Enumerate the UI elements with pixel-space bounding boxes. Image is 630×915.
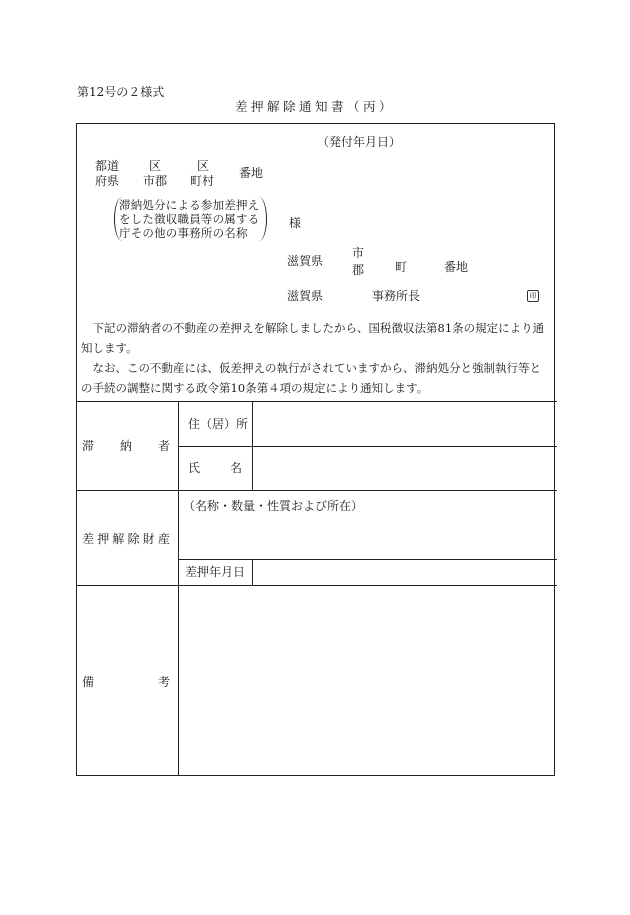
address-label: 住（居）所 bbox=[188, 417, 249, 431]
office-name-line-3: 庁その他の事務所の名称 bbox=[119, 226, 248, 240]
label-char: 押 bbox=[97, 532, 110, 546]
addressee-prefecture-top: 都道 bbox=[95, 159, 120, 173]
form-number: 第12号の２様式 bbox=[77, 85, 165, 99]
name-field[interactable] bbox=[253, 447, 555, 489]
addressee-prefecture-bottom: 府県 bbox=[95, 174, 120, 188]
seal-mark: 印 bbox=[527, 290, 539, 302]
rule-delinquent-bottom bbox=[76, 490, 557, 491]
notice-paragraph-1: 下記の滞納者の不動産の差押えを解除しましたから、国税徴収法第81条の規定により通知します。 bbox=[81, 321, 545, 355]
seizure-date-label: 差押年月日 bbox=[185, 565, 246, 579]
sender-lot: 番地 bbox=[444, 260, 469, 274]
sender-county: 郡 bbox=[352, 263, 365, 277]
office-name-line-2: をした徴収職員等の属する bbox=[119, 212, 260, 226]
property-detail-label: （名称・数量・性質および所在） bbox=[183, 499, 364, 513]
label-char: 納 bbox=[119, 439, 132, 453]
sender-office-prefecture: 滋賀県 bbox=[287, 289, 324, 303]
issue-date-label: （発付年月日） bbox=[317, 135, 402, 149]
label-char: 財 bbox=[142, 532, 155, 546]
office-name-line-1: 滞納処分による参加差押え bbox=[119, 198, 260, 212]
notice-body bbox=[81, 318, 551, 398]
honorific: 様 bbox=[289, 216, 302, 230]
remarks-label bbox=[82, 676, 170, 688]
addressee-ward-town-top: 区 bbox=[197, 159, 210, 173]
document-title: 差押解除通知書（丙） bbox=[234, 99, 395, 114]
name-label bbox=[188, 462, 242, 474]
sender-city: 市 bbox=[352, 246, 365, 260]
released-property-label bbox=[82, 533, 170, 545]
property-detail-field[interactable] bbox=[179, 518, 555, 558]
label-char: 差 bbox=[82, 532, 95, 546]
sender-town: 町 bbox=[395, 260, 408, 274]
label-char: 滞 bbox=[82, 439, 95, 453]
label-char: 氏 bbox=[188, 461, 201, 475]
label-char: 考 bbox=[157, 675, 170, 689]
sender-office-chief: 事務所長 bbox=[372, 289, 421, 303]
remarks-field[interactable] bbox=[179, 586, 555, 774]
address-field[interactable] bbox=[253, 402, 555, 445]
addressee-lot: 番地 bbox=[239, 166, 264, 180]
label-char: 除 bbox=[127, 532, 140, 546]
label-char: 備 bbox=[82, 675, 95, 689]
label-char: 者 bbox=[157, 439, 170, 453]
sender-prefecture: 滋賀県 bbox=[287, 254, 324, 268]
label-char: 解 bbox=[112, 532, 125, 546]
addressee-ward-city-bottom: 市郡 bbox=[143, 174, 168, 188]
addressee-ward-town-bottom: 町村 bbox=[190, 174, 215, 188]
label-char: 名 bbox=[229, 461, 242, 475]
notice-paragraph-2: なお、この不動産には、仮差押えの執行がされていますから、滞納処分と強制執行等との手続の調整に関する政令第10条第４項の規定により通知します。 bbox=[81, 361, 541, 395]
addressee-ward-city-top: 区 bbox=[149, 159, 162, 173]
delinquent-label bbox=[82, 440, 170, 452]
seizure-date-field[interactable] bbox=[253, 560, 555, 584]
label-char: 産 bbox=[157, 532, 170, 546]
